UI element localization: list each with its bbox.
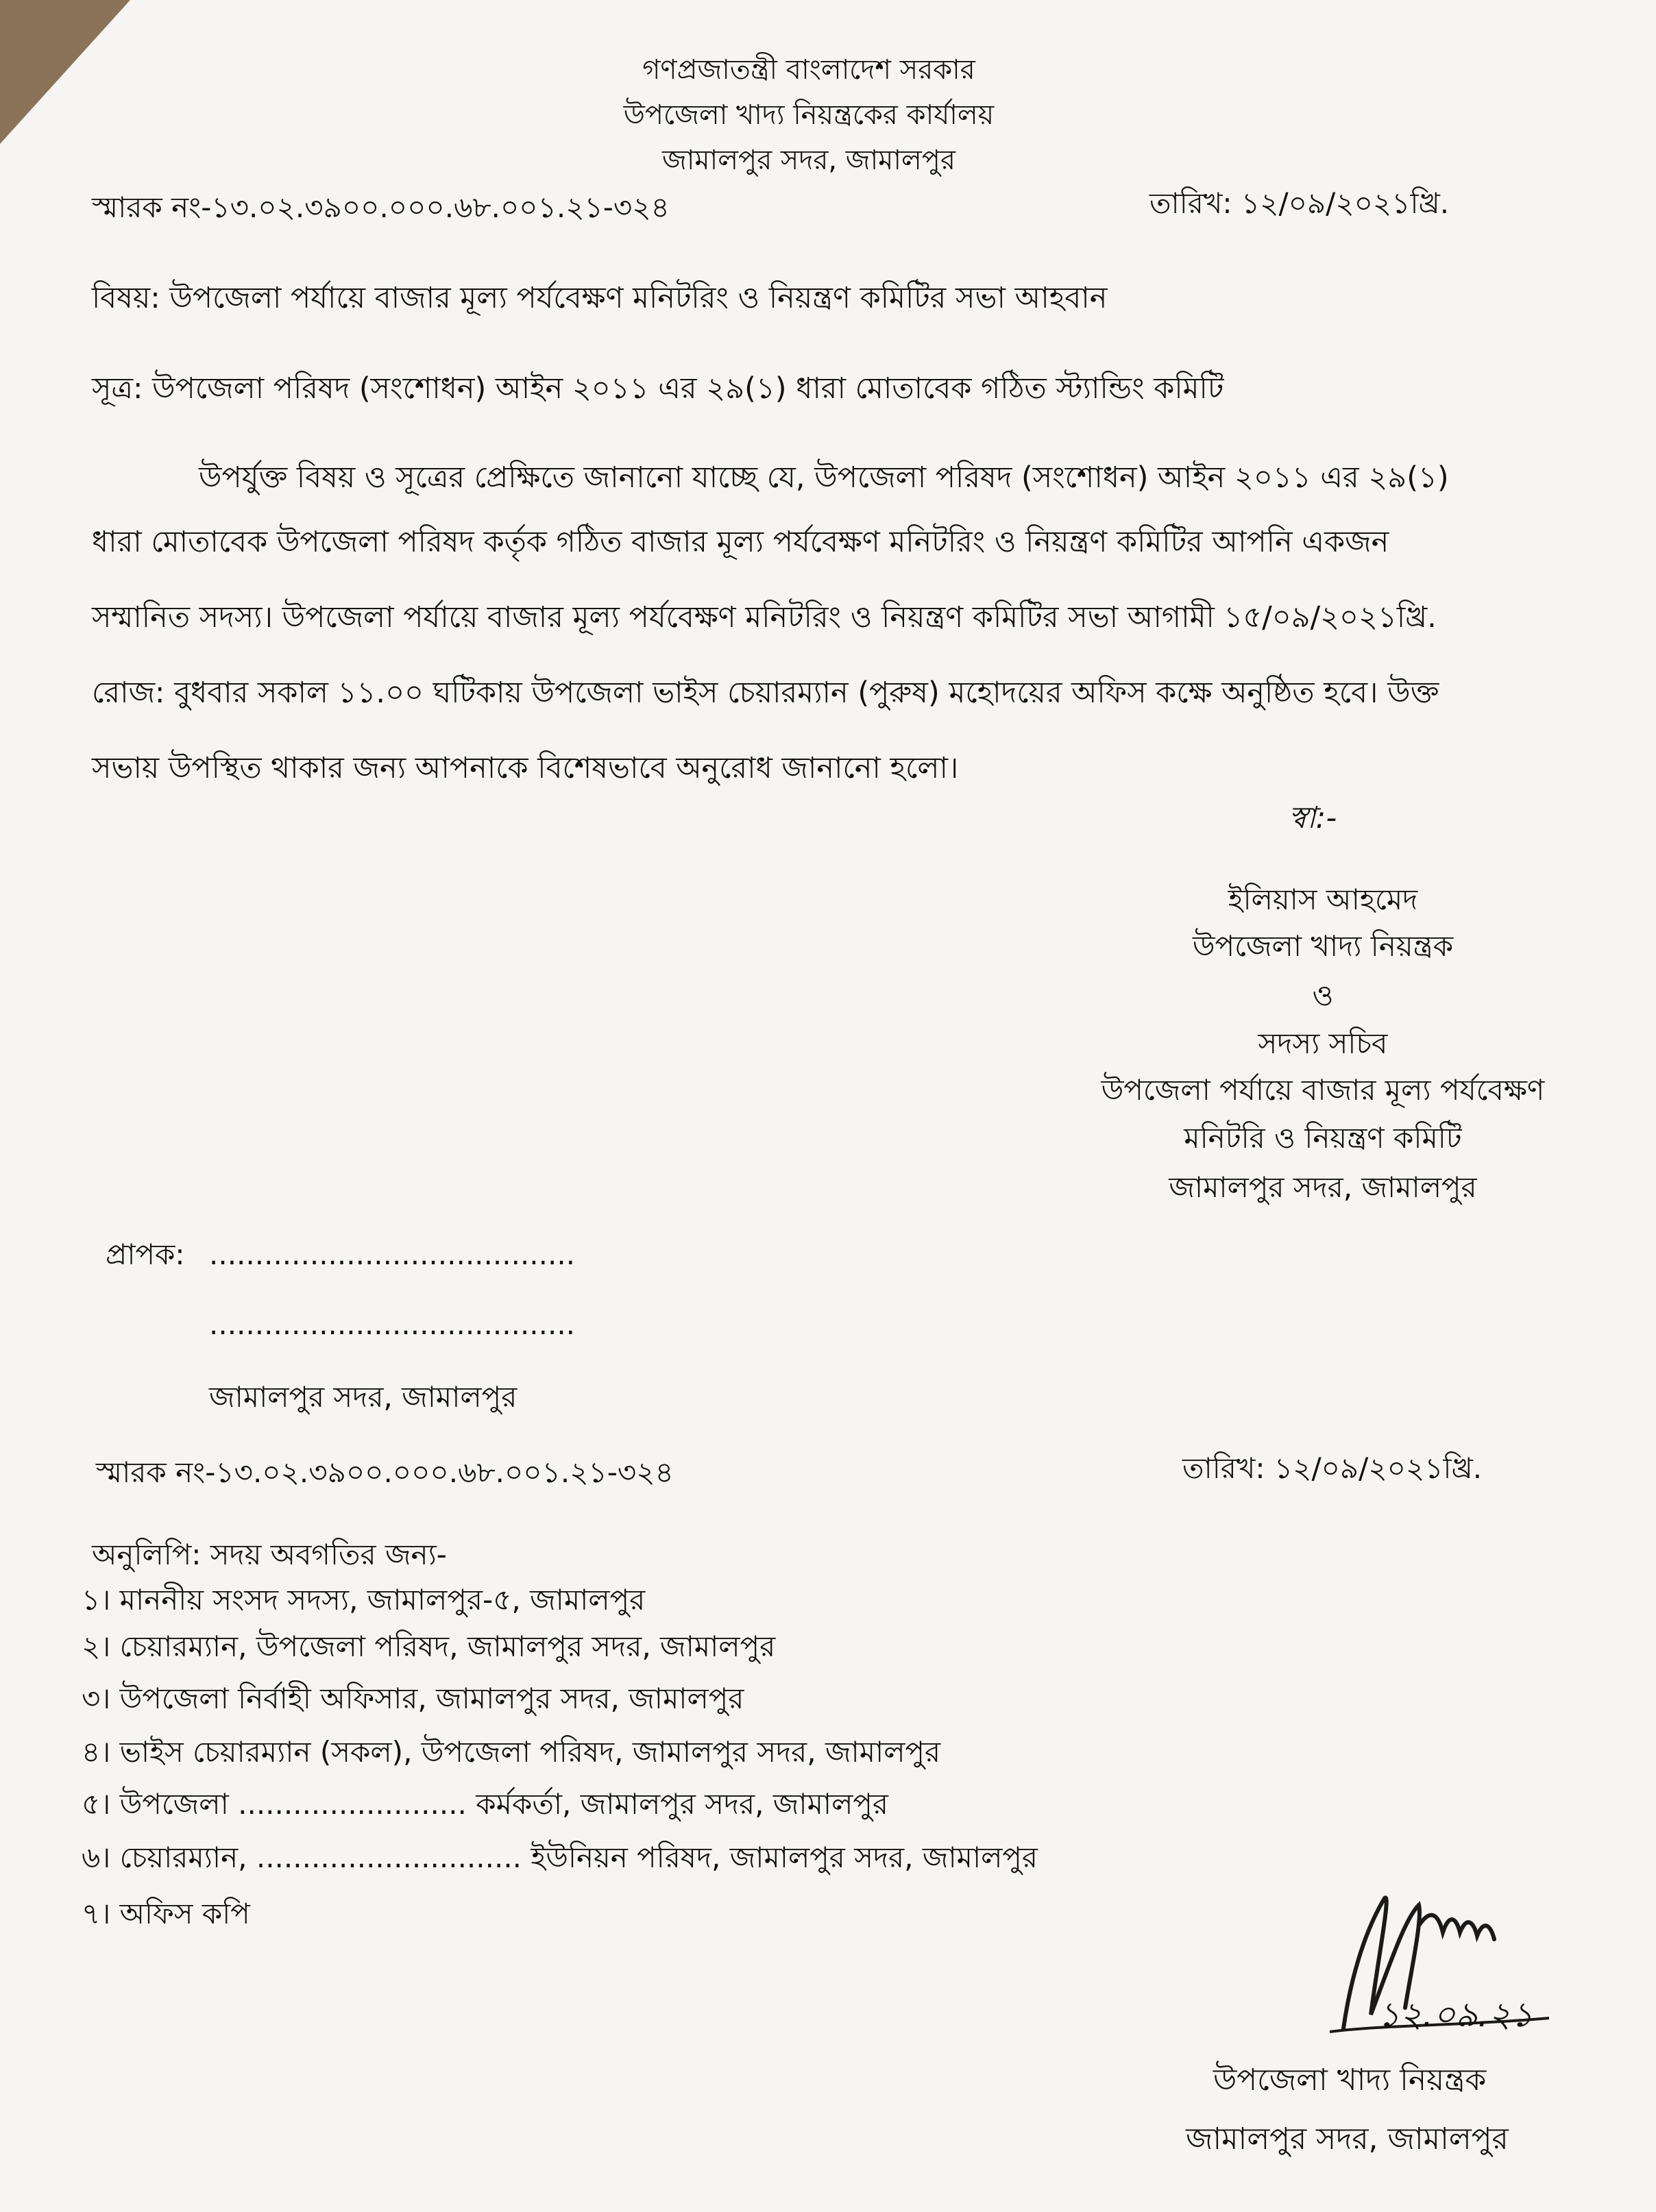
- recipient-blank: ........................................: [209, 1238, 576, 1271]
- memo-date: তারিখ: ১২/০৯/২০২১খ্রি.: [1149, 186, 1450, 220]
- copy-to-item: ২। চেয়ারম্যান, উপজেলা পরিষদ, জামালপুর সদর, জামালপুর: [82, 1630, 776, 1663]
- footer-signatory-location: জামালপুর সদর, জামালপুর: [1186, 2122, 1509, 2156]
- copy-to-item: ৫। উপজেলা ......................... কর্মকর্তা, জামালপুর সদর, জামালপুর: [82, 1787, 889, 1821]
- signatory-line: জামালপুর সদর, জামালপুর: [1169, 1170, 1477, 1204]
- handwritten-date: ১২.০৯.২১: [1378, 1995, 1533, 2035]
- body-line: সভায় উপস্থিত থাকার জন্য আপনাকে বিশেষভাবে অনুরোধ জানানো হলো।: [92, 751, 959, 785]
- memo2-number: স্মারক নং-১৩.০২.৩৯০০.০০০.৬৮.০০১.২১-৩২৪: [96, 1455, 674, 1489]
- subject-line: বিষয়: উপজেলা পর্যায়ে বাজার মূল্য পর্যবেক্ষণ মনিটরিং ও নিয়ন্ত্রণ কমিটির সভা আহবান: [92, 281, 1108, 315]
- footer-signatory-title: উপজেলা খাদ্য নিয়ন্ত্রক: [1213, 2063, 1487, 2098]
- copy-to-item: ৭। অফিস কপি: [82, 1897, 250, 1930]
- copy-to-item: ১। মাননীয় সংসদ সদস্য, জামালপুর-৫, জামালপুর: [82, 1583, 646, 1617]
- copy-to-heading: অনুলিপি: সদয় অবগতির জন্য-: [92, 1538, 447, 1571]
- recipient-location: জামালপুর সদর, জামালপুর: [209, 1380, 518, 1414]
- body-line: ধারা মোতাবেক উপজেলা পরিষদ কর্তৃক গঠিত বাজার মূল্য পর্যবেক্ষণ মনিটরিং ও নিয়ন্ত্রণ কমিটির আপনি একজন: [92, 525, 1389, 559]
- header-government: গণপ্রজাতন্ত্রী বাংলাদেশ সরকার: [642, 54, 975, 86]
- header-location: জামালপুর সদর, জামালপুর: [662, 145, 955, 176]
- header-office: উপজেলা খাদ্য নিয়ন্ত্রকের কার্যালয়: [623, 99, 995, 131]
- copy-to-item: ৬। চেয়ারম্যান, ............................. ইউনিয়ন পরিষদ, জামালপুর সদর, জামালপুর: [82, 1841, 1038, 1874]
- signatory-line: সদস্য সচিব: [1258, 1027, 1388, 1060]
- copy-to-item: ৪। ভাইস চেয়ারম্যান (সকল), উপজেলা পরিষদ, জামালপুর সদর, জামালপুর: [82, 1735, 941, 1769]
- recipient-blank: ........................................: [209, 1307, 576, 1341]
- signatory-line: উপজেলা খাদ্য নিয়ন্ত্রক: [1192, 929, 1454, 963]
- memo-number: স্মারক নং-১৩.০২.৩৯০০.০০০.৬৮.০০১.২১-৩২৪: [92, 191, 670, 224]
- body-line: সম্মানিত সদস্য। উপজেলা পর্যায়ে বাজার মূল্য পর্যবেক্ষণ মনিটরিং ও নিয়ন্ত্রণ কমিটির সভা আগামী ১৫/০৯/২০২১খ্রি.: [92, 600, 1437, 635]
- signature-mark: স্বা:-: [1289, 800, 1337, 835]
- body-line: উপর্যুক্ত বিষয় ও সূত্রের প্রেক্ষিতে জানানো যাচ্ছে যে, উপজেলা পরিষদ (সংশোধন) আইন ২০১১ এর ২৯(১): [199, 460, 1449, 495]
- recipient-label: প্রাপক:: [106, 1238, 185, 1271]
- signatory-line: মনিটরি ও নিয়ন্ত্রণ কমিটি: [1184, 1121, 1462, 1155]
- copy-to-item: ৩। উপজেলা নির্বাহী অফিসার, জামালপুর সদর, জামালপুর: [82, 1682, 744, 1715]
- body-line: রোজ: বুধবার সকাল ১১.০০ ঘটিকায় উপজেলা ভাইস চেয়ারম্যান (পুরুষ) মহোদয়ের অফিস কক্ষে অনুষ্ঠিত হবে। উক্ত: [92, 676, 1439, 710]
- signatory-line: ও: [1312, 979, 1334, 1012]
- memo2-date: তারিখ: ১২/০৯/২০২১খ্রি.: [1182, 1451, 1483, 1485]
- reference-line: সূত্র: উপজেলা পরিষদ (সংশোধন) আইন ২০১১ এর ২৯(১) ধারা মোতাবেক গঠিত স্ট্যান্ডিং কমিটি: [92, 371, 1224, 406]
- signatory-name: ইলিয়াস আহমেদ: [1228, 883, 1418, 916]
- signatory-line: উপজেলা পর্যায়ে বাজার মূল্য পর্যবেক্ষণ: [1101, 1073, 1545, 1107]
